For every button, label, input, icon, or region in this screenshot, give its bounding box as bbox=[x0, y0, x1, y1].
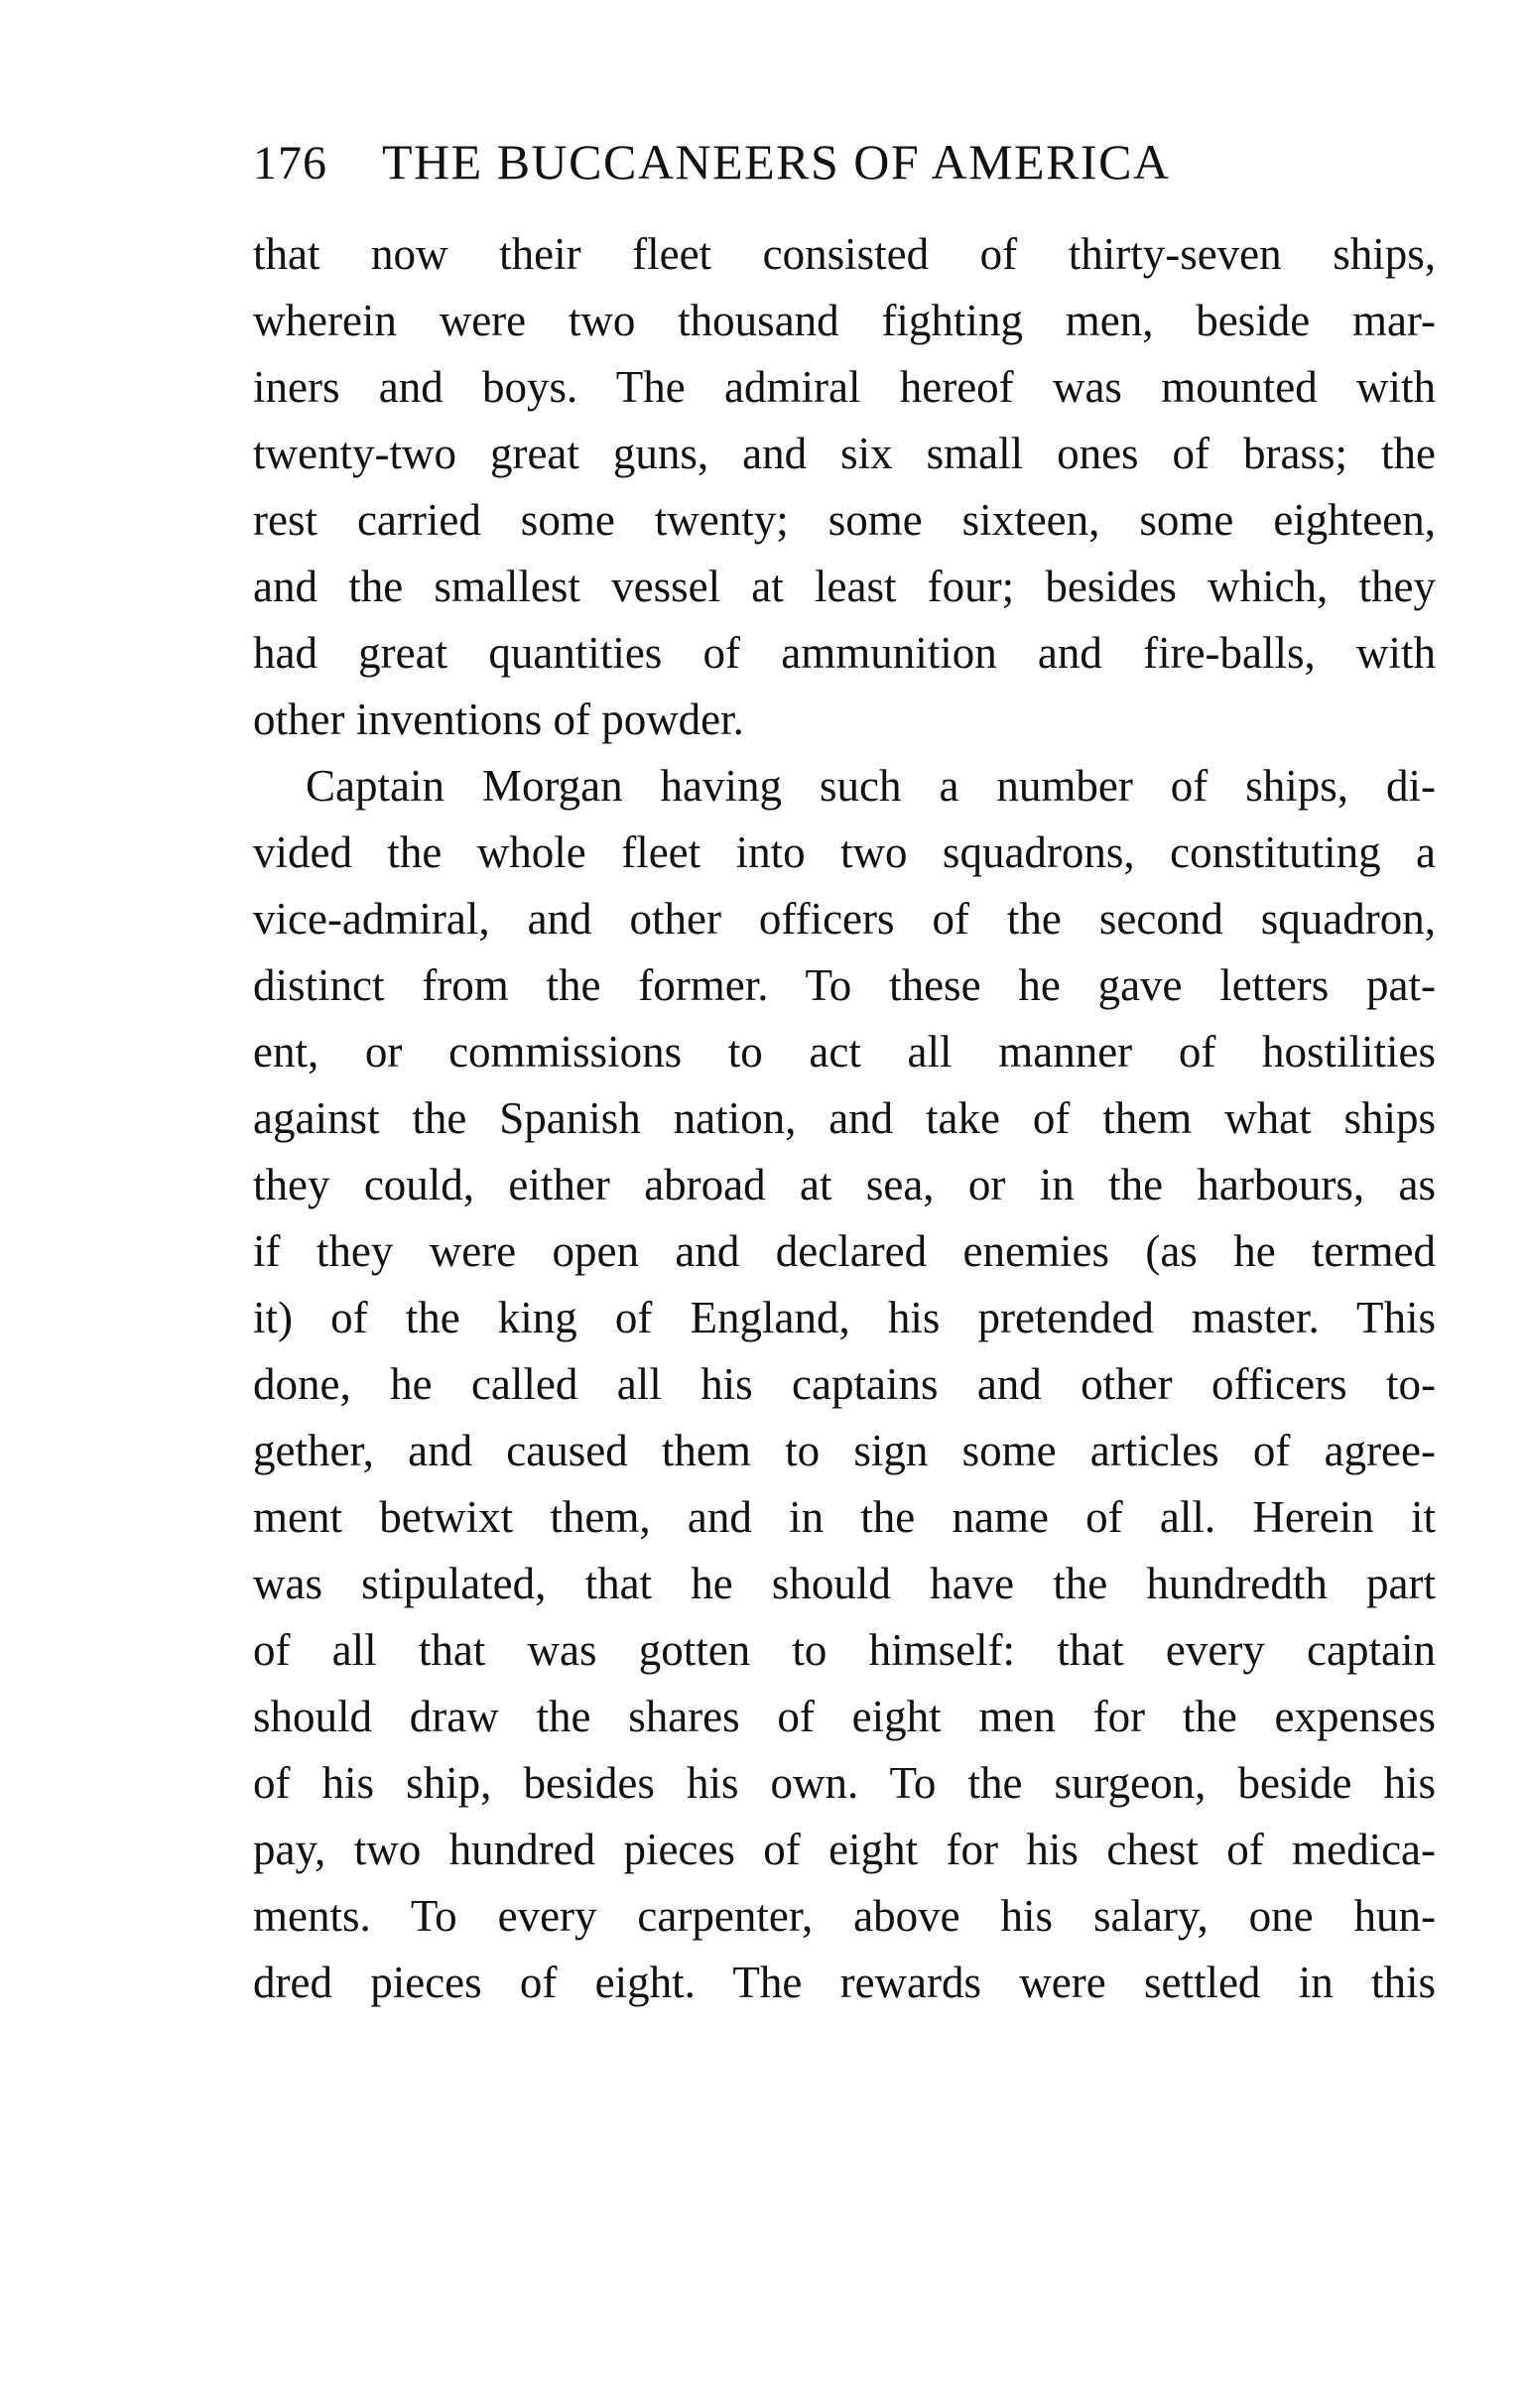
text-line: twenty-two great guns, and six small ones of brass; the bbox=[253, 429, 1436, 478]
text-line: wherein were two thousand fighting men, beside mar- bbox=[253, 296, 1436, 345]
text-line: was stipulated, that he should have the hundredth part bbox=[253, 1559, 1436, 1608]
text-line: ments. To every carpenter, above his salary, one hun- bbox=[253, 1891, 1436, 1941]
text-line: ent, or commissions to act all manner of hostilities bbox=[253, 1027, 1436, 1077]
text-line: ment betwixt them, and in the name of all. Herein it bbox=[253, 1492, 1436, 1542]
text-line: that now their fleet consisted of thirty-seven ships, bbox=[253, 229, 1436, 279]
text-line: it) of the king of England, his pretended master. This bbox=[253, 1293, 1436, 1342]
text-line: iners and boys. The admiral hereof was mounted with bbox=[253, 362, 1436, 412]
text-line: if they were open and declared enemies (as he termed bbox=[253, 1226, 1436, 1276]
text-line: against the Spanish nation, and take of them what ships bbox=[253, 1093, 1436, 1143]
page-number: 176 bbox=[253, 137, 327, 190]
text-line: of all that was gotten to himself: that every captain bbox=[253, 1625, 1436, 1675]
text-line: dred pieces of eight. The rewards were settled in this bbox=[253, 1958, 1436, 2007]
text-line: other inventions of powder. bbox=[253, 695, 744, 744]
text-line: Captain Morgan having such a number of ships, di- bbox=[306, 761, 1436, 811]
text-line: they could, either abroad at sea, or in the harbours, as bbox=[253, 1160, 1436, 1209]
text-line: and the smallest vessel at least four; besides which, they bbox=[253, 562, 1436, 611]
text-line: should draw the shares of eight men for the expenses bbox=[253, 1692, 1436, 1741]
body-text bbox=[253, 221, 1436, 2016]
text-line: had great quantities of ammunition and fire-balls, with bbox=[253, 628, 1436, 678]
text-line: distinct from the former. To these he gave letters pat- bbox=[253, 960, 1436, 1010]
text-line: pay, two hundred pieces of eight for his chest of medica- bbox=[253, 1825, 1436, 1874]
text-line: vice-admiral, and other officers of the second squadron, bbox=[253, 894, 1436, 944]
text-line: done, he called all his captains and other officers to- bbox=[253, 1359, 1436, 1409]
text-line: of his ship, besides his own. To the surgeon, beside his bbox=[253, 1758, 1436, 1808]
book-title: THE BUCCANEERS OF AMERICA bbox=[382, 134, 1171, 190]
running-head bbox=[253, 127, 1444, 196]
text-line: gether, and caused them to sign some articles of agree- bbox=[253, 1426, 1436, 1475]
text-line: vided the whole fleet into two squadrons, constituting a bbox=[253, 827, 1436, 877]
text-line: rest carried some twenty; some sixteen, some eighteen, bbox=[253, 495, 1436, 545]
